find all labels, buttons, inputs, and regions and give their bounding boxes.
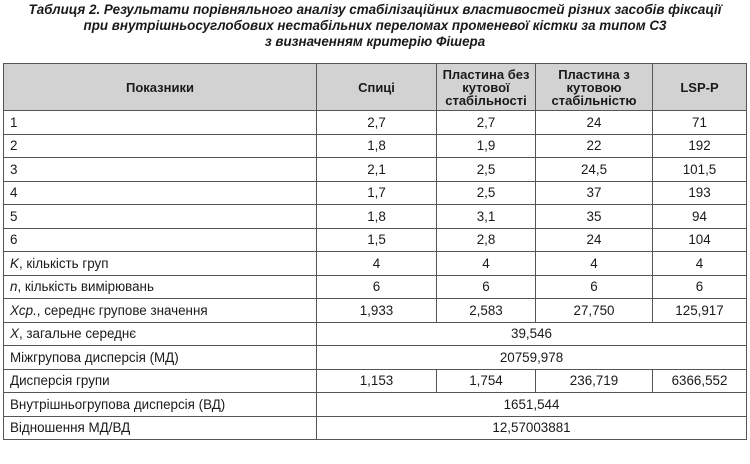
row-label xyxy=(4,275,317,299)
symbol-xcp: Хср. xyxy=(10,302,37,318)
row-label xyxy=(4,322,317,346)
cell-value: 1,933 xyxy=(317,299,437,323)
header-wires: Спиці xyxy=(317,64,437,111)
label-text: , кількість груп xyxy=(18,255,109,271)
table-row xyxy=(4,111,747,135)
label-text: , середнє групове значення xyxy=(36,302,208,318)
header-lsp-p: LSP-P xyxy=(653,64,747,111)
n-row xyxy=(4,275,747,299)
cell-value: 1651,544 xyxy=(317,393,747,417)
cell-value: 6 xyxy=(317,275,437,299)
cell-value: 1,8 xyxy=(317,205,437,229)
row-label: 3 xyxy=(4,158,317,182)
cell-value: 27,750 xyxy=(536,299,653,323)
header-plate-angle: Пластина з кутовою стабільністю xyxy=(536,64,653,111)
caption-line-2: при внутрішньосуглобових нестабільних переломах променевої кістки за типом С3 xyxy=(83,18,667,33)
table-row xyxy=(4,228,747,252)
cell-value: 6366,552 xyxy=(653,369,747,393)
cell-value: 71 xyxy=(653,111,747,135)
group-variance-row xyxy=(4,369,747,393)
cell-value: 4 xyxy=(317,252,437,276)
cell-value: 2,5 xyxy=(437,158,536,182)
cell-value: 94 xyxy=(653,205,747,229)
cell-value: 6 xyxy=(653,275,747,299)
cell-value: 4 xyxy=(653,252,747,276)
cell-value: 22 xyxy=(536,134,653,158)
table-row xyxy=(4,158,747,182)
header-indicators: Показники xyxy=(4,64,317,111)
group-mean-row xyxy=(4,299,747,323)
row-label: 6 xyxy=(4,228,317,252)
table-row xyxy=(4,134,747,158)
cell-value: 24 xyxy=(536,228,653,252)
k-row xyxy=(4,252,747,276)
row-label: Дисперсія групи xyxy=(4,369,317,393)
cell-value: 2,7 xyxy=(317,111,437,135)
cell-value: 125,917 xyxy=(653,299,747,323)
cell-value: 1,8 xyxy=(317,134,437,158)
row-label: Відношення МД/ВД xyxy=(4,416,317,440)
cell-value: 2,8 xyxy=(437,228,536,252)
results-table xyxy=(3,63,747,440)
overall-mean-row xyxy=(4,322,747,346)
cell-value: 2,1 xyxy=(317,158,437,182)
cell-value: 4 xyxy=(536,252,653,276)
cell-value: 236,719 xyxy=(536,369,653,393)
row-label: 5 xyxy=(4,205,317,229)
label-text: , кількість вимірювань xyxy=(17,279,154,295)
cell-value: 1,153 xyxy=(317,369,437,393)
cell-value: 20759,978 xyxy=(317,346,747,370)
row-label: 4 xyxy=(4,181,317,205)
cell-value: 37 xyxy=(536,181,653,205)
label-text: , загальне середнє xyxy=(18,326,137,342)
cell-value: 6 xyxy=(437,275,536,299)
cell-value: 2,7 xyxy=(437,111,536,135)
cell-value: 2,5 xyxy=(437,181,536,205)
cell-value: 192 xyxy=(653,134,747,158)
header-row xyxy=(4,64,747,111)
row-label: Внутрішньогрупова дисперсія (ВД) xyxy=(4,393,317,417)
symbol-x: Х xyxy=(10,326,19,342)
cell-value: 4 xyxy=(437,252,536,276)
cell-value: 24 xyxy=(536,111,653,135)
cell-value: 1,5 xyxy=(317,228,437,252)
cell-value: 12,57003881 xyxy=(317,416,747,440)
cell-value: 6 xyxy=(536,275,653,299)
row-label: 2 xyxy=(4,134,317,158)
within-group-variance-row xyxy=(4,393,747,417)
cell-value: 39,546 xyxy=(317,322,747,346)
header-plate-no-angle: Пластина без кутової стабільності xyxy=(437,64,536,111)
between-group-variance-row xyxy=(4,346,747,370)
cell-value: 1,7 xyxy=(317,181,437,205)
table-row xyxy=(4,181,747,205)
cell-value: 101,5 xyxy=(653,158,747,182)
symbol-n: n xyxy=(10,279,18,295)
cell-value: 35 xyxy=(536,205,653,229)
table-caption xyxy=(0,2,750,50)
table-row xyxy=(4,205,747,229)
symbol-k: K xyxy=(10,255,19,271)
caption-line-1: Таблиця 2. Результати порівняльного аналізу стабілізаційних властивостей різних засобів фіксації xyxy=(28,2,722,17)
cell-value: 193 xyxy=(653,181,747,205)
cell-value: 104 xyxy=(653,228,747,252)
cell-value: 3,1 xyxy=(437,205,536,229)
cell-value: 24,5 xyxy=(536,158,653,182)
cell-value: 2,583 xyxy=(437,299,536,323)
row-label xyxy=(4,299,317,323)
cell-value: 1,754 xyxy=(437,369,536,393)
cell-value: 1,9 xyxy=(437,134,536,158)
row-label: 1 xyxy=(4,111,317,135)
caption-line-3: з визначенням критерію Фішера xyxy=(264,34,486,49)
row-label xyxy=(4,252,317,276)
ratio-row xyxy=(4,416,747,440)
row-label: Міжгрупова дисперсія (МД) xyxy=(4,346,317,370)
